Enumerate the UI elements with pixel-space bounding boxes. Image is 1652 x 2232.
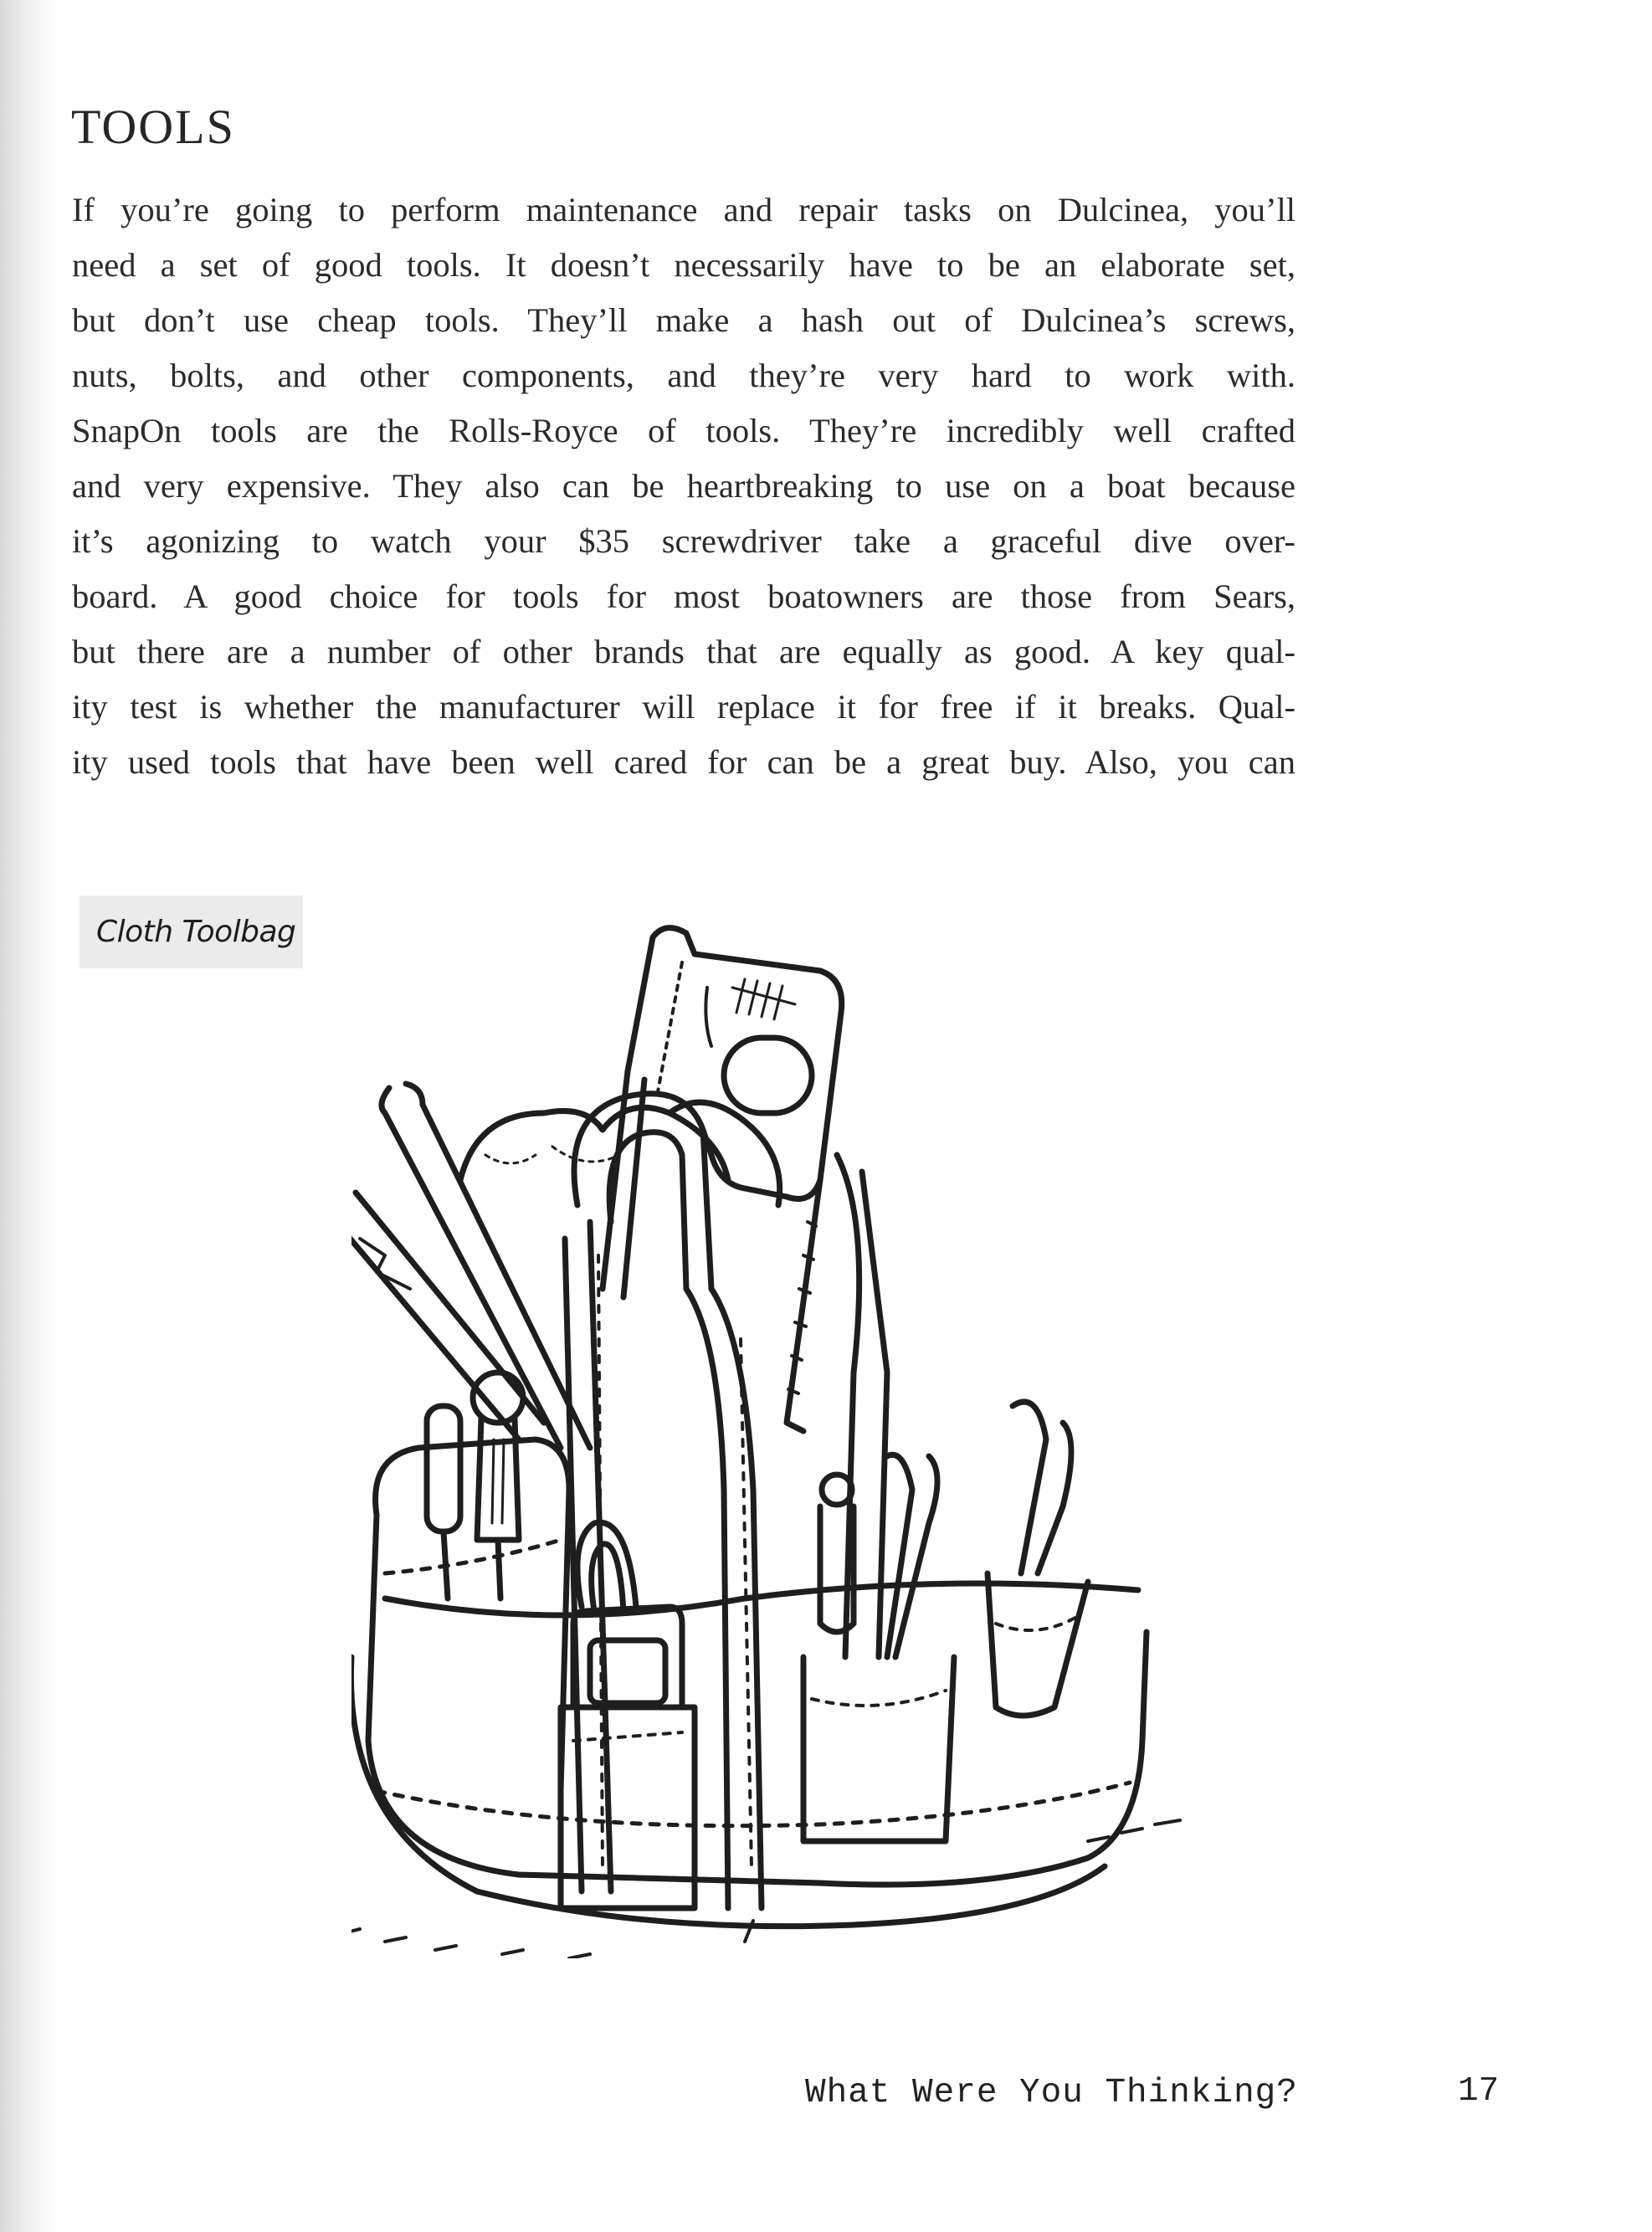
hacksaw-icon bbox=[603, 928, 842, 1431]
body-line: board. A good choice for tools for most boatowners are those from Sears, bbox=[72, 577, 1295, 615]
body-line: ity used tools that have been well cared for can be a great buy. Also, you can bbox=[72, 743, 1295, 781]
body-paragraph bbox=[72, 182, 1295, 790]
body-line: but don’t use cheap tools. They’ll make a hash out of Dulcinea’s screws, bbox=[72, 301, 1295, 339]
page-number: 17 bbox=[1458, 2072, 1500, 2111]
body-line: it’s agonizing to watch your $35 screwdriver take a graceful dive over- bbox=[72, 522, 1295, 560]
body-line: ity test is whether the manufacturer will replace it for free if it breaks. Qual- bbox=[72, 688, 1295, 726]
strap-handle-icon bbox=[565, 1094, 887, 1908]
section-heading: TOOLS bbox=[71, 100, 235, 154]
figure-caption-box bbox=[80, 895, 303, 968]
figure-caption: Cloth Toolbag bbox=[96, 915, 296, 949]
body-line: nuts, bolts, and other components, and they’re very hard to work with. bbox=[72, 357, 1295, 394]
body-line: SnapOn tools are the Rolls-Royce of tools. They’re incredibly well crafted bbox=[72, 412, 1295, 449]
running-footer-title: What Were You Thinking? bbox=[805, 2074, 1298, 2112]
body-line: and very expensive. They also can be heartbreaking to use on a boat because bbox=[72, 467, 1295, 505]
body-line: need a set of good tools. It doesn’t necessarily have to be an elaborate set, bbox=[72, 246, 1295, 284]
toolbag-body-icon bbox=[351, 1439, 1147, 1927]
cloth-toolbag-illustration bbox=[351, 904, 1255, 1958]
page-gutter-shadow bbox=[0, 0, 59, 2232]
body-line: but there are a number of other brands that are equally as good. A key qual- bbox=[72, 633, 1295, 670]
body-line: If you’re going to perform maintenance and repair tasks on Dulcinea, you’ll bbox=[72, 191, 1295, 228]
